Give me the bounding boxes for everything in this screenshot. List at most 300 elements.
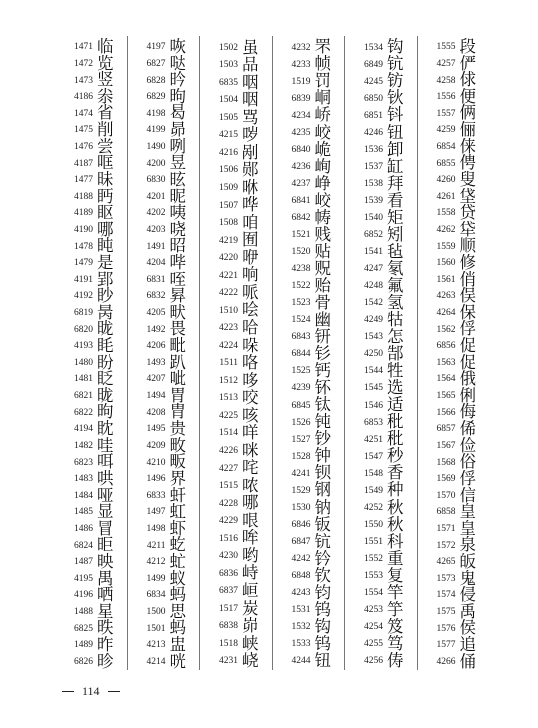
table-row [128,205,200,222]
table-row [55,39,127,56]
character: 俅 [459,70,476,90]
character-number: 1504 [219,95,238,106]
character: 贵 [169,419,186,439]
character-number: 4265 [436,557,456,568]
table-row [418,537,490,554]
character-number: 1488 [74,607,93,618]
character-number: 1508 [219,218,238,229]
character: 罚 [314,71,331,91]
table-row [418,385,490,405]
character-number: 4191 [74,274,93,285]
character-number: 1493 [146,357,166,368]
character-number: 4215 [219,130,238,141]
table-row [128,238,200,255]
character-number: 4201 [146,191,166,202]
character: 咧 [169,136,186,156]
character: 贻 [314,275,331,295]
character-number: 4195 [74,573,93,584]
character-number: 6839 [291,93,311,104]
character-number: 1547 [364,451,383,462]
character: 蚂 [169,585,186,605]
table-row [418,634,490,654]
character-number: 1514 [219,428,238,439]
character-number: 4225 [219,410,238,421]
table-row [128,352,200,372]
character: 咦 [169,203,186,223]
character: 科 [387,531,404,551]
table-row [200,320,272,338]
character: 俄 [459,369,476,389]
character: 侵 [459,585,476,605]
character: 哑 [97,485,114,505]
table-row [345,380,417,397]
character: 垡 [459,186,476,206]
character: 哪 [242,493,259,513]
character-number: 1484 [74,490,93,501]
table-row [128,53,200,73]
table-row [128,188,200,205]
character-number: 1531 [291,605,311,616]
table-row [55,155,127,172]
character: 钚 [314,378,331,398]
character-number: 1506 [219,165,238,176]
table-row [345,616,417,636]
character: 贷 [459,203,476,223]
table-row [273,209,345,226]
character-number: 4266 [436,656,456,667]
character-number: 4222 [219,288,238,299]
character: 盹 [97,236,114,256]
character: 复 [387,565,404,585]
table-row [128,252,200,272]
table-row [273,650,345,670]
table-row [128,288,200,305]
table-row [55,288,127,305]
character: 眨 [97,369,114,389]
character: 俫 [459,136,476,156]
character: 蚁 [169,568,186,588]
character-number: 4258 [436,75,456,86]
character: 哆 [242,370,259,390]
table-row [345,363,417,380]
character-number: 4247 [364,264,383,275]
table-row [128,385,200,405]
table-row [128,136,200,156]
table-row [200,425,272,443]
table-row [345,56,417,73]
table-row [128,568,200,588]
character: 昑 [169,70,186,90]
table-row [200,144,272,162]
table-row [55,634,127,654]
character: 骂 [242,107,259,127]
table-row [418,122,490,139]
table-row [345,175,417,192]
character: 俣 [459,286,476,306]
character: 钩 [387,37,404,57]
character-number: 1474 [74,108,93,119]
table-row [418,269,490,289]
table-row [418,321,490,338]
table-row [55,53,127,73]
character: 怎 [387,327,404,347]
table-row [200,302,272,320]
table-row [200,249,272,267]
character: 盼 [97,352,114,372]
character-number: 1537 [364,161,383,172]
table-row [200,495,272,513]
character-number: 6820 [74,324,93,335]
character-number: 6836 [219,568,238,579]
character: 钞 [314,429,331,449]
character-number: 6838 [219,621,238,632]
character-number: 1530 [291,502,311,513]
character: 钝 [314,412,331,432]
table-row [200,337,272,355]
character-number: 4260 [436,175,456,186]
table-row [200,512,272,530]
character: 竿 [387,582,404,602]
table-row [418,421,490,438]
table-row [128,421,200,438]
table-row [200,600,272,618]
character-number: 4234 [291,110,311,121]
character-number: 4202 [146,208,166,219]
table-row [200,582,272,600]
table-row [273,73,345,90]
character-number: 4256 [364,656,383,667]
table-row [345,414,417,431]
character: 哗 [242,195,259,215]
character-number: 6834 [146,590,166,601]
character-number: 1550 [364,519,383,530]
character-number: 4248 [364,281,383,292]
character-number: 4213 [146,640,166,651]
character-number: 1543 [364,332,383,343]
character-number: 1536 [364,144,383,155]
character: 禹 [459,601,476,621]
character: 毡 [387,241,404,261]
character: 哄 [97,468,114,488]
table-row [200,355,272,373]
character: 咽 [242,90,259,110]
character: 俪 [459,120,476,140]
character-number: 4210 [146,457,166,468]
character-number: 1555 [436,42,456,53]
table-row [55,86,127,106]
table-row [273,448,345,465]
character-number: 4243 [291,588,311,599]
table-row [345,431,417,448]
character-number: 6830 [146,175,166,186]
character: 叟 [459,169,476,189]
character: 昽 [97,319,114,339]
character: 哈 [242,318,259,338]
character: 钙 [314,361,331,381]
character-number: 6854 [436,141,456,152]
table-row [345,292,417,312]
character: 哐 [97,153,114,173]
character: 牯 [387,310,404,330]
character: 咴 [169,37,186,57]
character: 钤 [314,548,331,568]
character-number: 6855 [436,158,456,169]
character-number: 4186 [74,92,93,103]
character: 钠 [314,497,331,517]
character: 哓 [169,219,186,239]
character: 是 [97,252,114,272]
character-number: 1533 [291,639,311,650]
table-row [55,122,127,139]
character: 界 [169,468,186,488]
table-column [127,36,200,670]
character-number: 1571 [436,523,456,534]
character-number: 4214 [146,656,166,667]
left-dash [62,691,74,692]
character: 咱 [242,212,259,232]
character: 虽 [242,37,259,57]
character-number: 1515 [219,481,238,492]
character-number: 1560 [436,258,456,269]
table-row [418,288,490,305]
table-row [273,465,345,482]
character: 哞 [242,528,259,548]
character-number: 6857 [436,424,456,435]
table-row [200,92,272,110]
table-row [345,107,417,124]
table-row [128,468,200,488]
character-number: 1570 [436,490,456,501]
character: 眊 [97,336,114,356]
character: 氢 [387,292,404,312]
table-row [273,292,345,312]
character: 峒 [314,88,331,108]
table-row [418,504,490,521]
table-row [273,141,345,158]
table-row [345,329,417,346]
character-number: 6828 [146,75,166,86]
character: 昳 [97,618,114,638]
table-row [345,209,417,226]
table-row [200,547,272,565]
table-row [128,518,200,538]
table-row [200,407,272,425]
table-row [200,530,272,548]
character: 秋 [387,514,404,534]
table-row [55,421,127,438]
table-row [55,321,127,338]
character: 段 [459,37,476,57]
character: 昛 [97,535,114,555]
table-row [128,537,200,554]
character-number: 4194 [74,424,93,435]
character: 鬼 [459,568,476,588]
character: 钦 [314,565,331,585]
character: 贴 [314,241,331,261]
character-number: 1498 [146,523,166,534]
character-number: 6858 [436,507,456,518]
table-row [200,460,272,478]
character-number: 4244 [291,656,311,667]
character-number: 4242 [291,553,311,564]
character-number: 1549 [364,485,383,496]
character: 钫 [387,71,404,91]
character-number: 4205 [146,308,166,319]
table-row [418,39,490,56]
character: 眈 [97,419,114,439]
table-row [55,587,127,604]
table-row [128,435,200,455]
character: 秕 [387,429,404,449]
table-row [55,188,127,205]
character: 俨 [459,53,476,73]
character-number: 1516 [219,533,238,544]
table-row [128,86,200,106]
table-row [55,252,127,272]
character-number: 1495 [146,424,166,435]
character-number: 6831 [146,274,166,285]
table-row [128,269,200,289]
table-row [273,431,345,448]
table-row [55,105,127,122]
character: 帱 [314,207,331,227]
table-row [55,651,127,671]
character-number: 1575 [436,607,456,618]
table-row [55,518,127,538]
character-number: 1519 [291,76,311,87]
character-number: 6819 [74,308,93,319]
table-column [272,36,345,670]
table-row [128,587,200,604]
character-number: 6850 [364,93,383,104]
character: 俏 [459,269,476,289]
character-number: 4251 [364,434,383,445]
character-table [55,36,489,670]
character: 昫 [97,402,114,422]
character: 峘 [242,580,259,600]
character-number: 1480 [74,357,93,368]
character-number: 1559 [436,241,456,252]
table-row [128,404,200,421]
table-row [345,633,417,653]
character: 笃 [387,633,404,653]
character: 品 [242,55,259,75]
table-column [344,36,417,670]
character-number: 1534 [364,42,383,53]
table-row [128,122,200,139]
character: 眇 [97,286,114,306]
character: 促 [459,352,476,372]
character: 昧 [97,169,114,189]
character: 哝 [242,475,259,495]
table-row [200,214,272,232]
table-column [417,36,490,670]
character: 郧 [242,160,259,180]
character-number: 4220 [219,253,238,264]
character-number: 4208 [146,407,166,418]
character-number: 6841 [291,195,311,206]
character-number: 1540 [364,212,383,223]
character-number: 1562 [436,324,456,335]
character-number: 6851 [364,110,383,121]
table-row [55,487,127,504]
table-row [418,620,490,637]
table-row [273,90,345,107]
character: 昱 [169,153,186,173]
character-number: 6823 [74,457,93,468]
character-number: 4190 [74,225,93,235]
character: 咯 [242,353,259,373]
table-row [273,380,345,397]
character-number: 1577 [436,640,456,651]
character: 竽 [387,599,404,619]
character-number: 6822 [74,407,93,418]
character-number: 1477 [74,175,93,186]
table-row [418,518,490,538]
character: 选 [387,378,404,398]
character-number: 6842 [291,212,311,223]
table-row [55,504,127,521]
character-number: 1553 [364,570,383,581]
character: 郜 [387,344,404,364]
character: 笈 [387,616,404,636]
character-number: 1471 [74,42,93,53]
table-row [418,487,490,504]
table-row [345,158,417,175]
character: 哕 [242,125,259,145]
character-number: 6845 [291,400,311,411]
character: 星 [97,601,114,621]
table-row [128,39,200,56]
character: 思 [169,601,186,621]
table-row [200,372,272,390]
character-number: 6853 [364,417,383,428]
character: 矧 [387,224,404,244]
character: 追 [459,634,476,654]
character-number: 1529 [291,485,311,496]
table-row [273,582,345,602]
table-row [128,302,200,322]
table-row [345,39,417,56]
table-row [345,533,417,550]
table-row [128,155,200,172]
character: 畋 [169,435,186,455]
character: 剐 [242,142,259,162]
character: 俦 [387,650,404,670]
character: 幽 [314,310,331,330]
character-number: 6846 [291,519,311,530]
character-number: 4192 [74,291,93,302]
character-number: 4253 [364,605,383,616]
table-row [273,550,345,567]
table-row [345,312,417,329]
table-row [55,238,127,255]
character: 牮 [459,219,476,239]
character-number: 6848 [291,570,311,581]
character: 适 [387,395,404,415]
table-row [55,136,127,156]
character: 俘 [459,468,476,488]
table-row [55,385,127,405]
character: 映 [97,551,114,571]
character-number: 1538 [364,178,383,189]
character-number: 4197 [146,42,166,53]
table-row [345,241,417,261]
table-row [418,568,490,588]
character-number: 1509 [219,183,238,194]
character: 顺 [459,236,476,256]
character-number: 1574 [436,590,456,601]
